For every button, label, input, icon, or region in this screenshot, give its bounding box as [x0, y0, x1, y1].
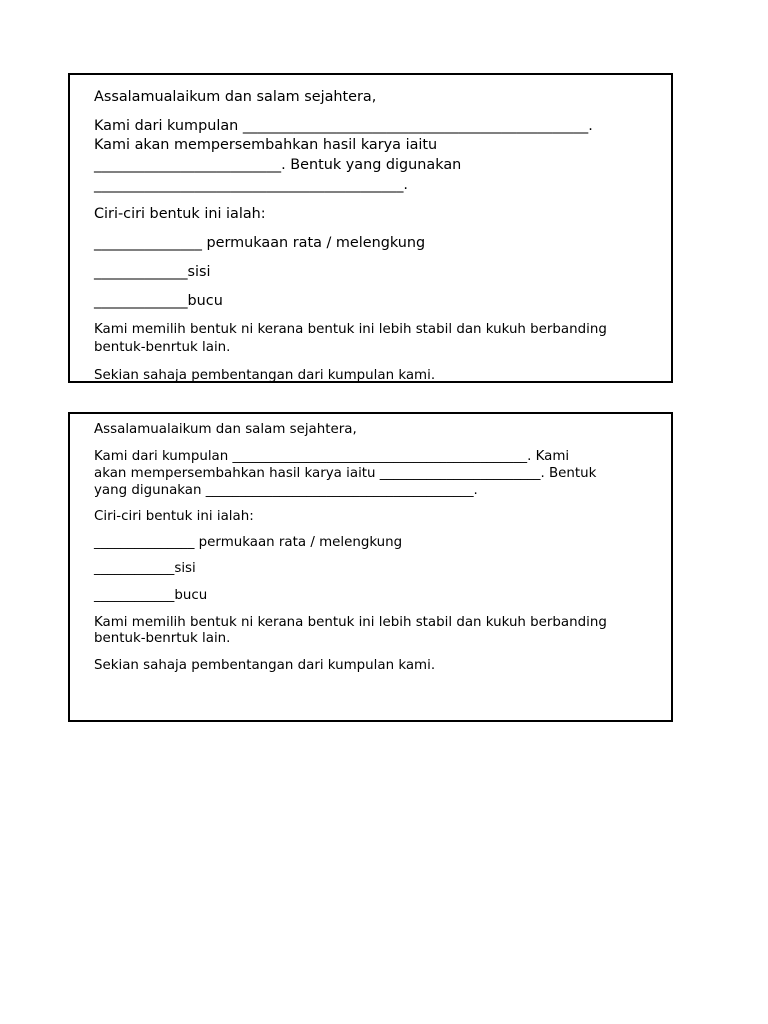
closing: Sekian sahaja pembentangan dari kumpulan kami. — [94, 658, 436, 673]
closing: Sekian sahaja pembentangan dari kumpulan kami. — [94, 368, 436, 383]
feature-surface: _______________ permukaan rata / melengkung — [94, 535, 403, 550]
reason-line-2: bentuk-benrtuk lain. — [94, 340, 231, 355]
intro-line-2: akan mempersembahkan hasil karya iaitu ________________________. Bentuk — [94, 466, 597, 481]
features-heading: Ciri-ciri bentuk ini ialah: — [94, 206, 266, 222]
intro-line-3: __________________________. Bentuk yang digunakan — [94, 157, 462, 173]
greeting: Assalamualaikum dan salam sejahtera, — [94, 89, 377, 105]
feature-sides: _____________sisi — [94, 264, 211, 280]
presentation-card-2 — [68, 412, 673, 722]
intro-line-1: Kami dari kumpulan ________________________________________________. — [94, 118, 593, 134]
presentation-card-1 — [68, 73, 673, 383]
intro-line-2: Kami akan mempersembahkan hasil karya iaitu — [94, 137, 438, 153]
reason-line-1: Kami memilih bentuk ni kerana bentuk ini lebih stabil dan kukuh berbanding — [94, 322, 607, 337]
feature-vertices: ____________bucu — [94, 588, 208, 603]
greeting: Assalamualaikum dan salam sejahtera, — [94, 422, 357, 437]
intro-line-4: ___________________________________________. — [94, 177, 408, 193]
feature-surface: _______________ permukaan rata / melengkung — [94, 235, 426, 251]
reason-line-1: Kami memilih bentuk ni kerana bentuk ini lebih stabil dan kukuh berbanding — [94, 615, 607, 630]
feature-sides: ____________sisi — [94, 561, 196, 576]
intro-line-1: Kami dari kumpulan ____________________________________________. Kami — [94, 449, 570, 464]
features-heading: Ciri-ciri bentuk ini ialah: — [94, 509, 254, 524]
intro-line-3: yang digunakan ________________________________________. — [94, 483, 478, 498]
reason-line-2: bentuk-benrtuk lain. — [94, 631, 231, 646]
feature-vertices: _____________bucu — [94, 293, 223, 309]
